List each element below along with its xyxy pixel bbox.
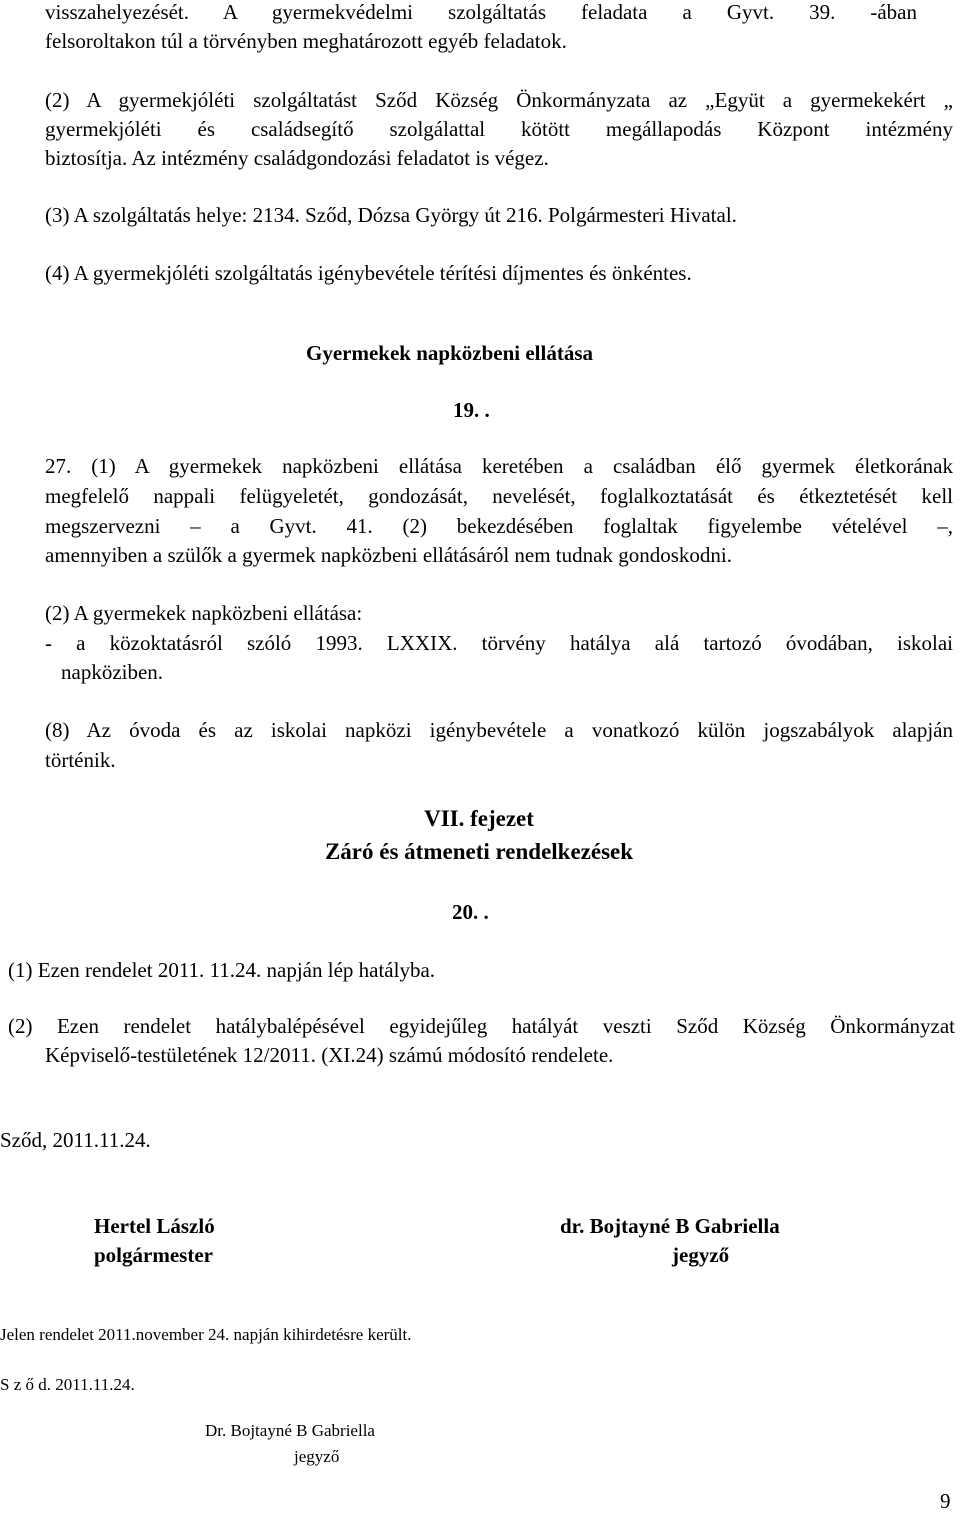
- section-20-paragraph-2-line-2: Képviselő-testületének 12/2011. (XI.24) számú módosító rendelete.: [45, 1043, 614, 1067]
- section-27-line-4: amennyiben a szülők a gyermek napközbeni ellátásáról nem tudnak gondoskodni.: [45, 543, 732, 567]
- paragraph-3: (3) A szolgáltatás helye: 2134. Sződ, Dózsa György út 216. Polgármesteri Hivatal.: [45, 203, 737, 227]
- section-20-paragraph-1: (1) Ezen rendelet 2011. 11.24. napján lép hatályba.: [8, 958, 436, 982]
- section-27-8-line-1: (8) Az óvoda és az iskolai napközi igénybevétele a vonatkozó külön jogszabályok alapján: [45, 718, 953, 742]
- footer-signer-name: Dr. Bojtayné B Gabriella: [205, 1421, 375, 1440]
- signature-left-title: polgármester: [94, 1243, 213, 1267]
- signature-right-title: jegyző: [672, 1243, 730, 1267]
- signature-left-name: Hertel László: [94, 1214, 215, 1238]
- section-27-line-2: megfelelő nappali felügyeletét, gondozását, nevelését, foglalkoztatását és étkeztetését kell: [45, 484, 953, 508]
- page-number: 9: [940, 1489, 951, 1513]
- chapter-title: Záró és átmeneti rendelkezések: [324, 839, 634, 864]
- section-27-8-line-2: történik.: [45, 748, 116, 772]
- promulgation-note: Jelen rendelet 2011.november 24. napján kihirdetésre került.: [0, 1325, 412, 1344]
- section-27-2-line-3: napköziben.: [61, 660, 164, 684]
- section-27-2-line-1: (2) A gyermekek napközbeni ellátása:: [45, 601, 363, 625]
- paragraph-4: (4) A gyermekjóléti szolgáltatás igénybevétele térítési díjmentes és önkéntes.: [45, 261, 692, 285]
- footer-signer-title: jegyző: [294, 1447, 340, 1466]
- top-fragment-line-2: felsoroltakon túl a törvényben meghatározott egyéb feladatok.: [45, 29, 567, 53]
- section-20-number: 20. .: [452, 900, 489, 924]
- section-number: 19. .: [453, 398, 490, 422]
- paragraph-2-line-3: biztosítja. Az intézmény családgondozási feladatot is végez.: [45, 146, 549, 170]
- section-27-2-line-2: - a közoktatásról szóló 1993. LXXIX. törvény hatálya alá tartozó óvodában, iskolai: [45, 631, 953, 655]
- paragraph-2-line-2: gyermekjóléti és családsegítő szolgálattal kötött megállapodás Központ intézmény: [45, 117, 953, 141]
- place-date: Sződ, 2011.11.24.: [0, 1128, 151, 1152]
- section-27-line-3: megszervezni – a Gyvt. 41. (2) bekezdésében foglaltak figyelembe vételével –,: [45, 514, 953, 538]
- section-27-line-1: 27. (1) A gyermekek napközbeni ellátása keretében a családban élő gyermek életkorának: [45, 454, 953, 478]
- section-20-paragraph-2-line-1: (2) Ezen rendelet hatálybalépésével egyidejűleg hatályát veszti Sződ Község Önkormányzat: [8, 1014, 955, 1038]
- footer-place-date: S z ő d. 2011.11.24.: [0, 1375, 135, 1394]
- paragraph-2-line-1: (2) A gyermekjóléti szolgáltatást Sződ Község Önkormányzata az „Együt a gyermekekért „: [45, 88, 953, 112]
- chapter-number: VII. fejezet: [424, 806, 534, 831]
- top-fragment-line-1: visszahelyezését. A gyermekvédelmi szolgáltatás feladata a Gyvt. 39. -ában: [45, 0, 917, 24]
- section-title: Gyermekek napközbeni ellátása: [306, 341, 593, 365]
- signature-right-name: dr. Bojtayné B Gabriella: [560, 1214, 780, 1238]
